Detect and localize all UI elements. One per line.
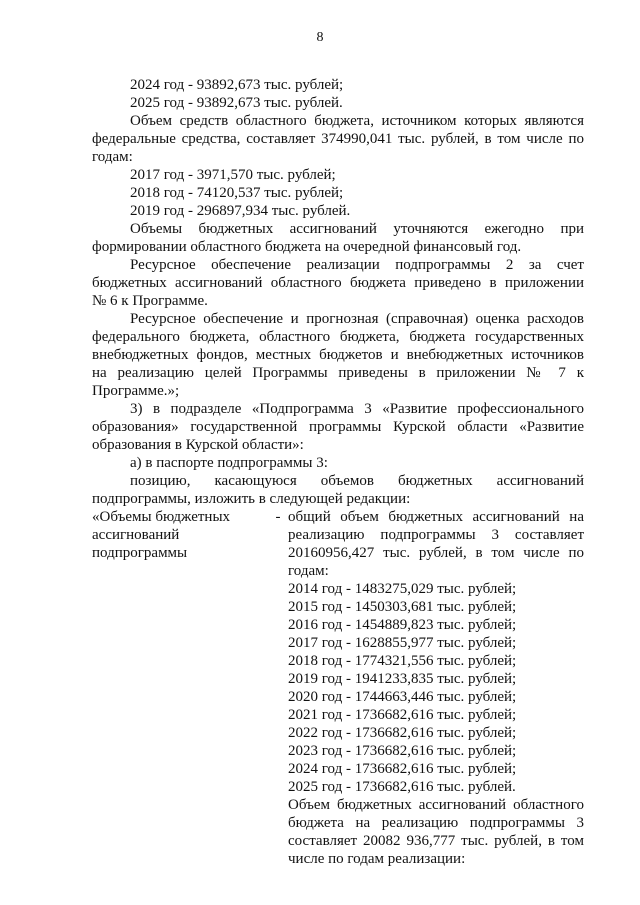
passport-value-line: 2016 год - 1454889,823 тыс. рублей; xyxy=(288,617,517,633)
text-line: на реализацию целей Программы приведены в приложении № 7 к xyxy=(92,365,584,381)
text-line: образования в Курской области»: xyxy=(92,437,304,453)
text-line: 2017 год - 3971,570 тыс. рублей; xyxy=(130,167,336,183)
text-line: 2025 год - 93892,673 тыс. рублей. xyxy=(130,95,343,111)
passport-value-line: составляет 20082 936,777 тыс. рублей, в том xyxy=(288,833,584,849)
text-line: Программе.»; xyxy=(92,383,180,399)
text-line: а) в паспорте подпрограммы 3: xyxy=(130,455,328,471)
passport-label-line: ассигнований xyxy=(92,527,180,543)
text-line: образования» государственной программы Курской области «Развитие xyxy=(92,419,584,435)
passport-value-line: 2022 год - 1736682,616 тыс. рублей; xyxy=(288,725,517,741)
passport-value-line: 2021 год - 1736682,616 тыс. рублей; xyxy=(288,707,517,723)
passport-value-line: числе по годам реализации: xyxy=(288,851,466,867)
passport-value-line: Объем бюджетных ассигнований областного xyxy=(288,797,584,813)
passport-row-label xyxy=(92,508,272,562)
text-line: Ресурсное обеспечение реализации подпрограммы 2 за счет xyxy=(130,257,584,273)
passport-value-line: 2015 год - 1450303,681 тыс. рублей; xyxy=(288,599,517,615)
text-line: Объем средств областного бюджета, источником которых являются xyxy=(130,113,584,129)
text-line: федеральные средства, составляет 374990,041 тыс. рублей, в том числе по xyxy=(92,131,584,147)
passport-table xyxy=(92,508,584,868)
text-line: № 6 к Программе. xyxy=(92,293,208,309)
text-line: бюджетных ассигнований областного бюджета приведено в приложении xyxy=(92,275,584,291)
body-text-block xyxy=(92,76,584,508)
passport-value-line: бюджета на реализацию подпрограммы 3 xyxy=(288,815,584,831)
passport-value-line: 2024 год - 1736682,616 тыс. рублей; xyxy=(288,761,517,777)
passport-value-line: годам: xyxy=(288,563,329,579)
document-body xyxy=(92,76,584,868)
passport-value-line: 20160956,427 тыс. рублей, в том числе по xyxy=(288,545,584,561)
text-line: Объемы бюджетных ассигнований уточняются ежегодно при xyxy=(130,221,584,237)
passport-label-line: подпрограммы xyxy=(92,545,188,561)
passport-value-line: общий объем бюджетных ассигнований на xyxy=(288,509,584,525)
text-line: 2024 год - 93892,673 тыс. рублей; xyxy=(130,77,344,93)
passport-dash: - xyxy=(275,509,281,525)
text-line: 2019 год - 296897,934 тыс. рублей. xyxy=(130,203,351,219)
passport-value-line: 2019 год - 1941233,835 тыс. рублей; xyxy=(288,671,517,687)
text-line: формировании областного бюджета на очередной финансовый год. xyxy=(92,239,522,255)
text-line: 2018 год - 74120,537 тыс. рублей; xyxy=(130,185,344,201)
passport-label-line: «Объемы бюджетных xyxy=(92,509,231,525)
text-line: подпрограммы, изложить в следующей редакции: xyxy=(92,491,411,507)
text-line: годам: xyxy=(92,149,133,165)
text-line: позицию, касающуюся объемов бюджетных ассигнований xyxy=(130,473,584,489)
passport-value-line: 2020 год - 1744663,446 тыс. рублей; xyxy=(288,689,517,705)
passport-value-line: 2025 год - 1736682,616 тыс. рублей. xyxy=(288,779,516,795)
passport-value-line: 2018 год - 1774321,556 тыс. рублей; xyxy=(288,653,517,669)
passport-value-line: реализацию подпрограммы 3 составляет xyxy=(288,527,584,543)
text-line: 3) в подразделе «Подпрограмма 3 «Развитие профессионального xyxy=(130,401,584,417)
passport-row-value xyxy=(288,508,584,868)
text-line: внебюджетных фондов, местных бюджетов и внебюджетных источников xyxy=(92,347,584,363)
text-line: федерального бюджета, областного бюджета, бюджета государственных xyxy=(92,329,584,345)
passport-value-line: 2017 год - 1628855,977 тыс. рублей; xyxy=(288,635,517,651)
passport-value-line: 2023 год - 1736682,616 тыс. рублей; xyxy=(288,743,517,759)
passport-value-line: 2014 год - 1483275,029 тыс. рублей; xyxy=(288,581,517,597)
page-number: 8 xyxy=(316,30,324,45)
text-line: Ресурсное обеспечение и прогнозная (справочная) оценка расходов xyxy=(130,311,584,327)
